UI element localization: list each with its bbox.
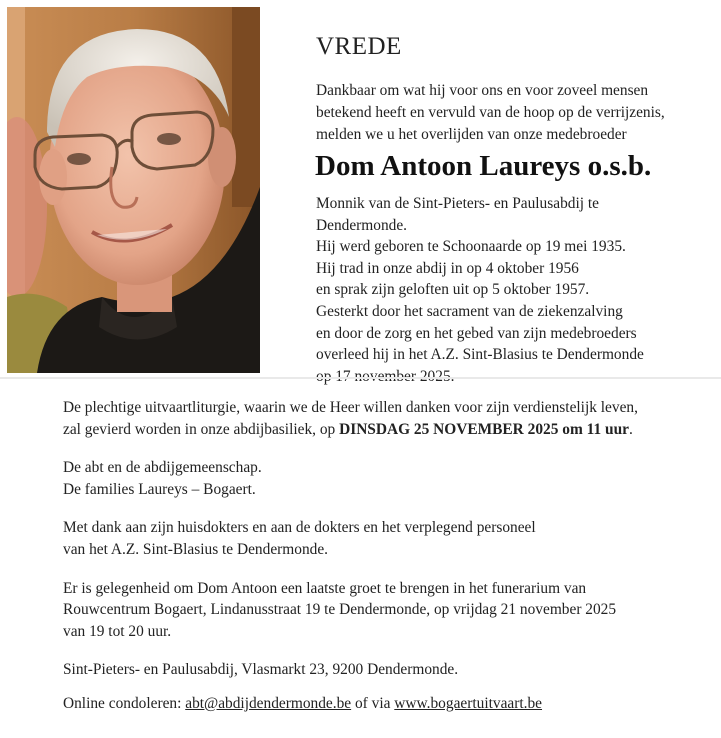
biography: [316, 193, 716, 387]
website-link[interactable]: www.bogaertuitvaart.be: [394, 694, 543, 712]
thanks-line: Met dank aan zijn huisdokters en aan de dokters en het verplegend personeel: [63, 519, 536, 537]
condolences-label: Online condoleren:: [63, 694, 186, 712]
address-paragraph: [63, 659, 713, 681]
section-divider: [0, 377, 721, 379]
bio-line: en door de zorg en het gebed van zijn medebroeders: [316, 324, 637, 342]
announcement-body: [63, 397, 713, 715]
farewell-paragraph: [63, 578, 713, 643]
funeral-period: .: [628, 420, 633, 438]
condolences-line: [63, 693, 713, 715]
family-line: De families Laureys – Bogaert.: [63, 480, 256, 498]
thanks-line: van het A.Z. Sint-Blasius te Dendermonde.: [63, 540, 329, 558]
funeral-date: DINSDAG 25 NOVEMBER 2025 om 11 uur: [339, 420, 629, 438]
family-paragraph: [63, 457, 713, 500]
farewell-line: van 19 tot 20 uur.: [63, 622, 172, 640]
portrait-photo: [7, 7, 260, 373]
abbey-address: Sint-Pieters- en Paulusabdij, Vlasmarkt 23, 9200 Dendermonde.: [63, 661, 459, 679]
intro-line: melden we u het overlijden van onze medebroeder: [316, 126, 627, 143]
funeral-line: De plechtige uitvaartliturgie, waarin we de Heer willen danken voor zijn verdienstelijk leven,: [63, 399, 638, 416]
intro-text: [316, 80, 721, 146]
bio-line: overleed hij in het A.Z. Sint-Blasius te Dendermonde: [316, 346, 644, 364]
title-vrede: VREDE: [316, 33, 402, 60]
bio-line: en sprak zijn geloften uit op 5 oktober 1957.: [316, 281, 590, 299]
email-link[interactable]: abt@abdijdendermonde.be: [185, 694, 352, 712]
thanks-paragraph: [63, 517, 713, 560]
farewell-line: Er is gelegenheid om Dom Antoon een laatste groet te brengen in het funerarium van: [63, 579, 587, 597]
farewell-line: Rouwcentrum Bogaert, Lindanusstraat 19 te Dendermonde, op vrijdag 21 november 2025: [63, 601, 617, 619]
bio-line: Monnik van de Sint-Pieters- en Paulusabdij te: [316, 195, 599, 212]
intro-line: Dankbaar om wat hij voor ons en voor zoveel mensen: [316, 82, 649, 99]
funeral-line: [63, 419, 713, 441]
condolences-or: of via: [351, 694, 395, 712]
bio-line: Dendermonde.: [316, 216, 408, 234]
funeral-text: zal gevierd worden in onze abdijbasiliek, op: [63, 420, 340, 438]
portrait-illustration: [7, 7, 260, 373]
intro-line: betekend heeft en vervuld van de hoop op de verrijzenis,: [316, 104, 665, 121]
deceased-name: Dom Antoon Laureys o.s.b.: [315, 150, 652, 182]
funeral-paragraph: [63, 397, 713, 440]
bio-line: Hij werd geboren te Schoonaarde op 19 mei 1935.: [316, 238, 626, 256]
family-line: De abt en de abdijgemeenschap.: [63, 459, 262, 477]
bio-line: Gesterkt door het sacrament van de ziekenzalving: [316, 302, 623, 320]
bio-line: Hij trad in onze abdij in op 4 oktober 1956: [316, 259, 579, 277]
